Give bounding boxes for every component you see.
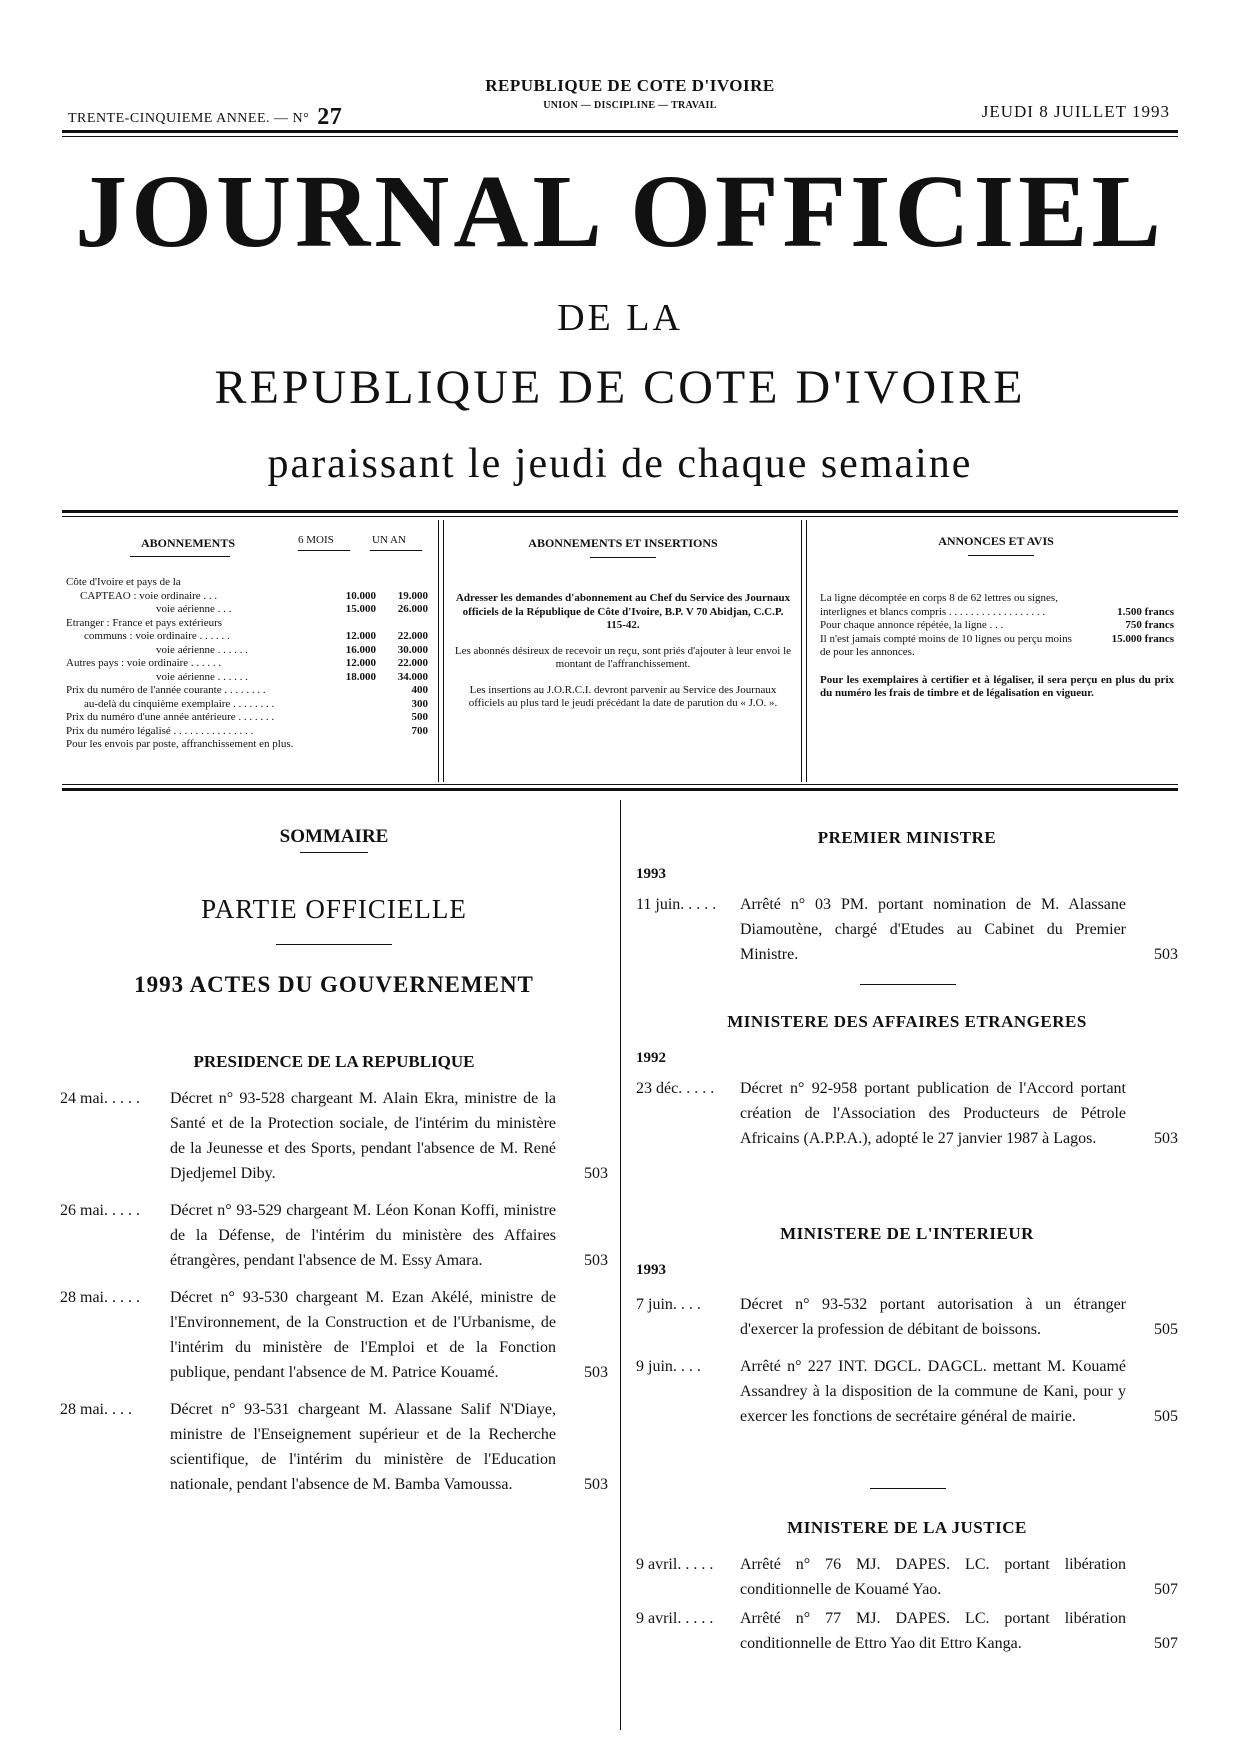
list-item: 9 juin. . . . Arrêté n° 227 INT. DGCL. DAGCL. mettant M. Kouamé Assandrey à la disposition de la commune de Kani, pour y exercer les fonctions de secrétaire général de mairie. 505 [636, 1358, 1178, 1425]
list-item: 24 mai. . . . . Décret n° 93-528 chargeant M. Alain Ekra, ministre de la Santé et de la Protection sociale, de l'intérim du ministère de la Jeunesse et des Sports, pendant l'absence de M. René Djedjemel Diby. 503 [60, 1090, 608, 1182]
masthead-subtitle: paraissant le jeudi de chaque semaine [267, 441, 973, 487]
box-divider-2 [801, 520, 802, 782]
insertions-p2: Les abonnés désireux de recevoir un reçu, sont priés d'ajouter à leur envoi le montant de l'affranchissement. [454, 644, 792, 670]
insertions-p3: Les insertions au J.O.R.C.I. devront parvenir au Service des Journaux officiels au plus tard le jeudi précédant la date de parution du « J.O. ». [468, 683, 778, 709]
presidence-title: PRESIDENCE DE LA REPUBLIQUE [193, 1052, 475, 1071]
premier-year: 1993 [636, 866, 666, 882]
insertions-heading: ABONNEMENTS ET INSERTIONS [528, 536, 718, 550]
list-item: 9 avril. . . . . Arrêté n° 77 MJ. DAPES. LC. portant libération conditionnelle de Ettro Yao dit Ettro Kanga. 507 [636, 1610, 1178, 1652]
box-bottom-rule [62, 784, 1178, 785]
annonces-rates [820, 592, 1174, 701]
col-un-an: UN AN [372, 534, 406, 546]
subscription-table [66, 576, 428, 752]
table-row: Etranger : France et pays extérieurs [66, 616, 223, 629]
justice-title: MINISTERE DE LA JUSTICE [787, 1518, 1027, 1537]
list-item: 28 mai. . . . Décret n° 93-531 chargeant M. Alassane Salif N'Diaye, ministre de l'Enseignement supérieur et de la Recherche scientifique, de l'intérim du ministère de l'Education nationale, pendant l'absence de M. Bamba Vamoussa. 503 [60, 1401, 608, 1493]
list-item: 11 juin. . . . . Arrêté n° 03 PM. portant nomination de M. Alassane Diamoutène, chargé d'Etudes au Cabinet du Premier Ministre. 503 [636, 896, 1178, 963]
issue-line [68, 104, 342, 131]
masthead-de-la: DE LA [557, 297, 683, 339]
interieur-year: 1993 [636, 1262, 666, 1278]
premier-title: PREMIER MINISTRE [817, 828, 997, 847]
affaires-entries [636, 1076, 1178, 1151]
table-row: voie aérienne . . . . . . 16.000 30.000 [156, 643, 428, 656]
header-center [430, 76, 830, 111]
rate-row: La ligne décomptée en corps 8 de 62 lettres ou signes, interlignes et blancs compris . . . . . . . . . . . . . . . . . . 1.500 francs [820, 592, 1174, 618]
table-row: Prix du numéro légalisé . . . . . . . . . . . . . . . 700 [66, 724, 428, 737]
insertions-text [452, 592, 794, 723]
list-item: 26 mai. . . . . Décret n° 93-529 chargeant M. Léon Konan Koffi, ministre de la Défense, de l'intérim du ministère des Affaires étrangères, pendant l'absence de M. Essy Amara. 503 [60, 1202, 608, 1269]
annonces-note: Pour les exemplaires à certifier et à légaliser, il sera perçu en plus du prix du numéro les frais de timbre et de légalisation en vigueur. [820, 673, 1174, 699]
box-bottom-rule-thick [62, 788, 1178, 791]
rate-row: Pour chaque annonce répétée, la ligne . . . 750 francs [820, 619, 1174, 631]
justice-entries [636, 1552, 1178, 1656]
issue-number: 27 [317, 104, 343, 130]
table-row: Pour les envois par poste, affranchissement en plus. [66, 738, 294, 750]
issue-date: JEUDI 8 JUILLET 1993 [981, 102, 1170, 121]
affaires-year: 1992 [636, 1050, 666, 1066]
table-row: au-delà du cinquième exemplaire . . . . . . . . 300 [84, 697, 428, 710]
table-row: communs : voie ordinaire . . . . . . 12.000 22.000 [84, 630, 428, 642]
list-item: 9 avril. . . . . Arrêté n° 76 MJ. DAPES. LC. portant libération conditionnelle de Kouamé Yao. 507 [636, 1556, 1178, 1598]
partie-officielle: PARTIE OFFICIELLE [201, 894, 467, 924]
box-top-rule [62, 510, 1178, 513]
interieur-entries [636, 1292, 1178, 1429]
list-item: 7 juin. . . . Décret n° 93-532 portant autorisation à un étranger d'exercer la profession de débitant de boissons. 505 [636, 1296, 1178, 1338]
list-item: 23 déc. . . . . Décret n° 92-958 portant publication de l'Accord portant création de l'Association des Producteurs de Pétrole Africains (A.P.P.A.), adopté le 27 janvier 1987 à Lagos. 503 [636, 1080, 1178, 1147]
rate-row: Il n'est jamais compté moins de 10 lignes ou perçu moins de pour les annonces. 15.000 francs [820, 632, 1174, 658]
sommaire-title: SOMMAIRE [279, 826, 389, 847]
table-row: voie aérienne . . . . . . 18.000 34.000 [156, 670, 428, 683]
masthead-title: JOURNAL OFFICIEL [75, 154, 1165, 269]
header-rule [62, 130, 1178, 133]
table-row: Prix du numéro de l'année courante . . . . . . . . 400 [66, 684, 428, 696]
header-rule-thin [62, 136, 1178, 137]
table-row: Autres pays : voie ordinaire . . . . . . 12.000 22.000 [66, 657, 428, 669]
table-row: Côte d'Ivoire et pays de la [66, 576, 181, 588]
insertions-p1: Adresser les demandes d'abonnement au Chef du Service des Journaux officiels de la République de Côte d'Ivoire, B.P. V 70 Abidjan, C.C.P. 115-42. [455, 592, 791, 631]
col-6mois: 6 MOIS [298, 534, 334, 546]
abonnements-heading: ABONNEMENTS [140, 536, 235, 550]
actes-title: 1993 ACTES DU GOUVERNEMENT [134, 972, 534, 997]
presidence-entries [60, 1086, 608, 1497]
header-motto: UNION — DISCIPLINE — TRAVAIL [543, 100, 717, 111]
column-divider [620, 800, 621, 1730]
box-divider-1b [443, 520, 444, 782]
heading-underline [130, 556, 230, 557]
annonces-heading: ANNONCES ET AVIS [938, 534, 1054, 548]
interieur-title: MINISTERE DE L'INTERIEUR [780, 1224, 1034, 1243]
table-row: voie aérienne . . . 15.000 26.000 [156, 603, 428, 615]
affaires-title: MINISTERE DES AFFAIRES ETRANGERES [727, 1012, 1087, 1031]
issue-label: TRENTE-CINQUIEME ANNEE. — N° [68, 111, 310, 126]
box-divider-1 [438, 520, 439, 782]
box-top-rule-thin [62, 516, 1178, 517]
table-row: Prix du numéro d'une année antérieure . . . . . . . 500 [66, 711, 428, 723]
table-row: CAPTEAO : voie ordinaire . . . 10.000 19.000 [80, 589, 428, 602]
premier-entries [636, 892, 1178, 967]
header-republic: REPUBLIQUE DE COTE D'IVOIRE [485, 76, 775, 95]
box-divider-2b [806, 520, 807, 782]
masthead-republic: REPUBLIQUE DE COTE D'IVOIRE [214, 361, 1026, 414]
list-item: 28 mai. . . . . Décret n° 93-530 chargeant M. Ezan Akélé, ministre de l'Environnement, de la Construction et de l'Urbanisme, de l'intérim du ministère de l'Emploi et de la Fonction publique, pendant l'absence de M. Patrice Kouamé. 503 [60, 1289, 608, 1381]
